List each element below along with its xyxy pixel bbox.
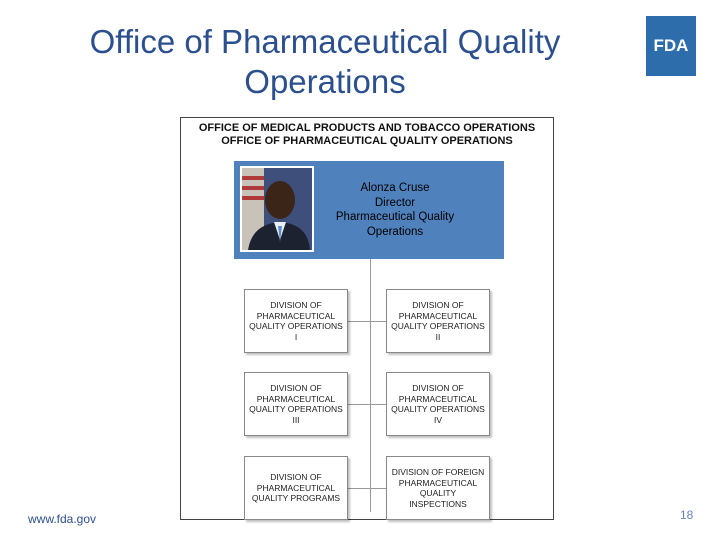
director-office-line-2: Operations <box>366 225 424 238</box>
slide-title: Office of Pharmaceutical Quality Operations <box>89 23 561 100</box>
org-chart-header <box>181 122 553 148</box>
org-chart <box>180 117 554 520</box>
page-number: 18 <box>680 508 694 522</box>
connector-row-3 <box>348 488 386 489</box>
division-box-6: DIVISION OF FOREIGN PHARMACEUTICAL QUALITY INSPECTIONS <box>386 456 490 520</box>
division-box-2: DIVISION OF PHARMACEUTICAL QUALITY OPERATIONS II <box>386 289 490 353</box>
division-box-4: DIVISION OF PHARMACEUTICAL QUALITY OPERATIONS IV <box>386 372 490 436</box>
division-box-3: DIVISION OF PHARMACEUTICAL QUALITY OPERATIONS III <box>244 372 348 436</box>
director-box <box>234 161 504 259</box>
director-info <box>326 181 464 239</box>
director-name: Alonza Cruse <box>360 182 430 194</box>
division-box-5: DIVISION OF PHARMACEUTICAL QUALITY PROGRAMS <box>244 456 348 520</box>
fda-logo: FDA <box>646 16 696 76</box>
director-role: Director <box>374 196 416 209</box>
portrait-image <box>242 168 312 250</box>
director-photo <box>240 166 314 252</box>
vertical-connector <box>370 259 371 512</box>
footer-url: www.fda.gov <box>28 512 97 526</box>
division-box-1: DIVISION OF PHARMACEUTICAL QUALITY OPERATIONS I <box>244 289 348 353</box>
connector-row-2 <box>348 404 386 405</box>
header-line-1: OFFICE OF MEDICAL PRODUCTS AND TOBACCO OPERATIONS <box>198 122 536 134</box>
director-office-line-1: Pharmaceutical Quality <box>335 211 455 223</box>
connector-row-1 <box>348 321 386 322</box>
header-line-2: OFFICE OF PHARMACEUTICAL QUALITY OPERATIONS <box>221 135 513 147</box>
